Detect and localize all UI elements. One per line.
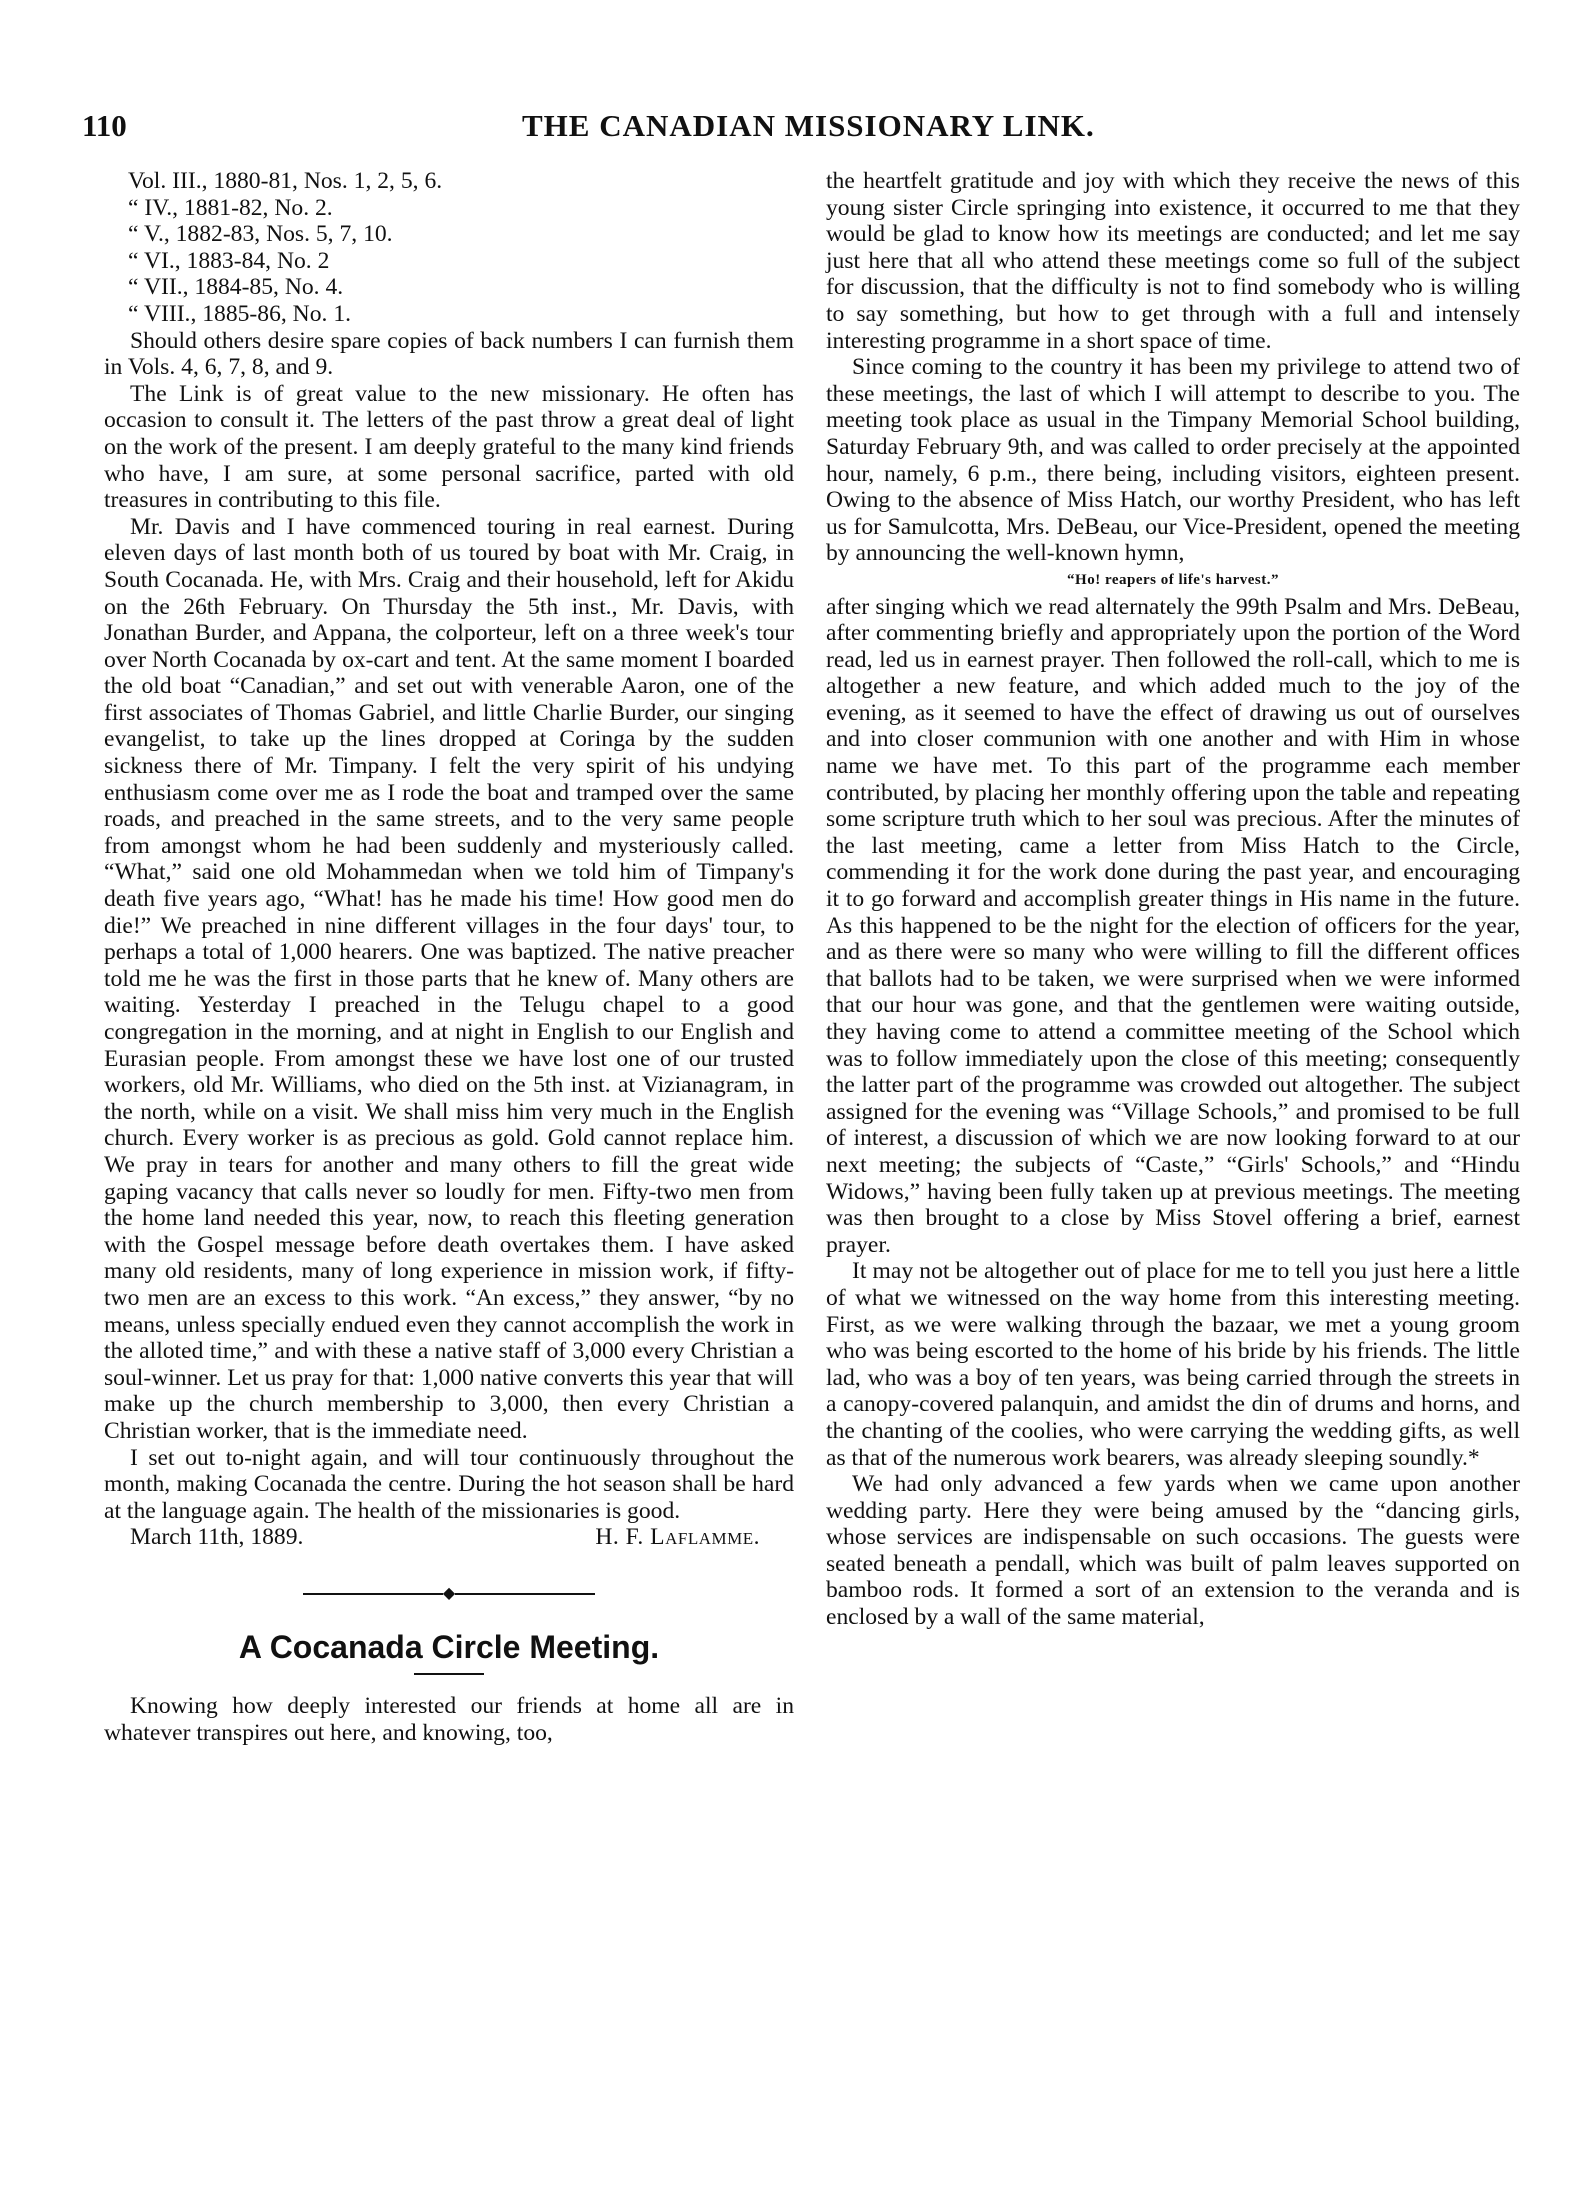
signoff-date: March 11th, 1889. — [130, 1524, 304, 1551]
letter-signoff — [104, 1524, 794, 1551]
title-rule — [414, 1673, 484, 1675]
paragraph: I set out to-night again, and will tour continuously throughout the month, making Cocanada the centre. During the hot season shall be hard at the language again. The health of the missionaries is good. — [104, 1444, 794, 1524]
left-column — [104, 168, 794, 1747]
journal-title: THE CANADIAN MISSIONARY LINK. — [522, 108, 1095, 143]
volume-list — [128, 168, 794, 328]
volume-entry: “ VIII., 1885-86, No. 1. — [128, 300, 352, 327]
paragraph: It may not be altogether out of place for me to tell you just here a little of what we witnessed on the way home from this interesting meeting. First, as we were walking through the bazaar, we met a young groom who was being escorted to the home of his bride by his friends. The little lad, who was a boy of ten years, was being carried through the streets in a canopy-covered palanquin, and amidst the din of drums and horns, and the chanting of the coolies, who were carrying the wedding gifts, as well as that of the numerous work bearers, was already sleeping soundly.* — [826, 1258, 1520, 1471]
signoff-name: H. F. Laflamme. — [595, 1524, 760, 1551]
paragraph: Since coming to the country it has been my privilege to attend two of these meetings, the last of which I will attempt to describe to you. The meeting took place as usual in the Timpany Memorial School building, Saturday February 9th, and was called to order precisely at the appointed hour, namely, 6 p.m., there being, including visitors, eighteen present. Owing to the absence of Miss Hatch, our worthy President, who has left us for Samulcotta, Mrs. DeBeau, our Vice-President, opened the meeting by announcing the well-known hymn, — [826, 354, 1520, 567]
page-number: 110 — [82, 108, 127, 143]
volume-entry: “ VI., 1883-84, No. 2 — [128, 247, 330, 274]
volume-entry: “ IV., 1881-82, No. 2. — [128, 194, 333, 221]
running-head — [82, 108, 1522, 148]
paragraph: We had only advanced a few yards when we came upon another wedding party. Here they were being amused by the “dancing girls, whose services are indispensable on such occasions. The guests were seated beneath a pendall, which was built of palm leaves supported on bamboo rods. It formed a sort of an extension to the veranda and is enclosed by a wall of the same material, — [826, 1471, 1520, 1631]
paragraph: The Link is of great value to the new missionary. He often has occasion to consult it. The letters of the past throw a great deal of light on the work of the present. I am deeply grateful to the many kind friends who have, I am sure, at some personal sacrifice, parted with old treasures in contributing to this file. — [104, 380, 794, 514]
paragraph: Knowing how deeply interested our friends at home all are in whatever transpires out here, and knowing, too, — [104, 1693, 794, 1747]
paragraph: Mr. Davis and I have commenced touring in real earnest. During eleven days of last month both of us toured by boat with Mr. Craig, in South Cocanada. He, with Mrs. Craig and their household, left for Akidu on the 26th February. On Thursday the 5th inst., Mr. Davis, with Jonathan Burder, and Appana, the colporteur, left on a three week's tour over North Cocanada by ox-cart and tent. At the same moment I boarded the old boat “Canadian,” and set out with venerable Aaron, one of the first associates of Thomas Gabriel, and little Charlie Burder, our singing evangelist, to take up the lines dropped at Coringa by the sudden sickness there of Mr. Timpany. I felt the very spirit of his undying enthusiasm come over me as I rode the boat and tramped over the same roads, and preached in the same streets, and to the very same people from amongst whom he had been suddenly and mysteriously called. “What,” said one old Mohammedan when we told him of Timpany's death five years ago, “What! has he made his time! How good men do die!” We preached in nine different villages in the four days' tour, to perhaps a total of 1,000 hearers. One was baptized. The native preacher told me he was the first in those parts that he knew of. Many others are waiting. Yesterday I preached in the Telugu chapel to a good congregation in the morning, and at night in English to our English and Eurasian people. From amongst these we have lost one of our trusted workers, old Mr. Williams, who died on the 5th inst. at Vizianagram, in the north, while on a visit. We shall miss him very much in the English church. Every worker is as precious as gold. Gold cannot replace him. We pray in tears for another and many others to fill the great wide gaping vacancy that calls never so loudly for men. Fifty-two men from the home land needed this year, now, to reach this fleeting generation with the Gospel message before death overtakes them. I have asked many old residents, many of long experience in mission work, if fifty-two men are an excess to this work. “An excess,” they answer, “by no means, unless specially endued even they cannot accomplish the work in the alloted time,” and with these a native staff of 3,000 every Christian a soul-winner. Let us pray for that: 1,000 native converts this year that will make up the church membership to 3,000, then every Christian a Christian worker, that is the immediate need. — [104, 513, 794, 1444]
hymn-title: “Ho! reapers of life's harvest.” — [1067, 571, 1279, 588]
volume-entry: Vol. III., 1880-81, Nos. 1, 2, 5, 6. — [128, 168, 443, 194]
volume-entry: “ VII., 1884-85, No. 4. — [128, 274, 344, 301]
article-title: A Cocanada Circle Meeting. — [238, 1629, 660, 1666]
paragraph: after singing which we read alternately the 99th Psalm and Mrs. DeBeau, after commenting briefly and appropriately upon the portion of the Word read, led us in earnest prayer. Then followed the roll-call, which to me is altogether a new feature, and which added much to the joy of the evening, as it seemed to have the effect of drawing us out of ourselves and into closer communion with one another and with Him in whose name we have met. To this part of the programme each member contributed, by placing her monthly offering upon the table and repeating some scripture truth which to her soul was precious. After the minutes of the last meeting, came a letter from Miss Hatch to the Circle, commending it for the work done during the past year, and encouraging it to go forward and accomplish greater things in His name in the future. As this happened to be the night for the election of officers for the year, and as there were so many who were willing to fill the different offices that ballots had to be taken, we were surprised when we were informed that our hour was gone, and that the gentlemen were waiting outside, they having come to attend a committee meeting of the School which was to follow immediately upon the close of this meeting; consequently the latter part of the programme was crowded out altogether. The subject assigned for the evening was “Village Schools,” and promised to be full of interest, a discussion of which we are now looking forward to at our next meeting; the subjects of “Caste,” “Girls' Schools,” and “Hindu Widows,” having been fully taken up at previous meetings. The meeting was then brought to a close by Miss Stovel offering a brief, earnest prayer. — [826, 593, 1520, 1258]
right-column — [826, 168, 1520, 1631]
volume-entry: “ V., 1882-83, Nos. 5, 7, 10. — [128, 221, 393, 248]
section-divider: ◆ — [104, 1581, 794, 1608]
paragraph: the heartfelt gratitude and joy with which they receive the news of this young sister Circle springing into existence, it occurred to me that they would be glad to know how its meetings are conducted; and let me say just here that all who attend these meetings come so full of the subject for discussion, that the difficulty is not to find somebody who is willing to say something, but how to get through with a full and intensely interesting programme in a short space of time. — [826, 168, 1520, 354]
paragraph: Should others desire spare copies of back numbers I can furnish them in Vols. 4, 6, 7, 8, and 9. — [104, 327, 794, 381]
